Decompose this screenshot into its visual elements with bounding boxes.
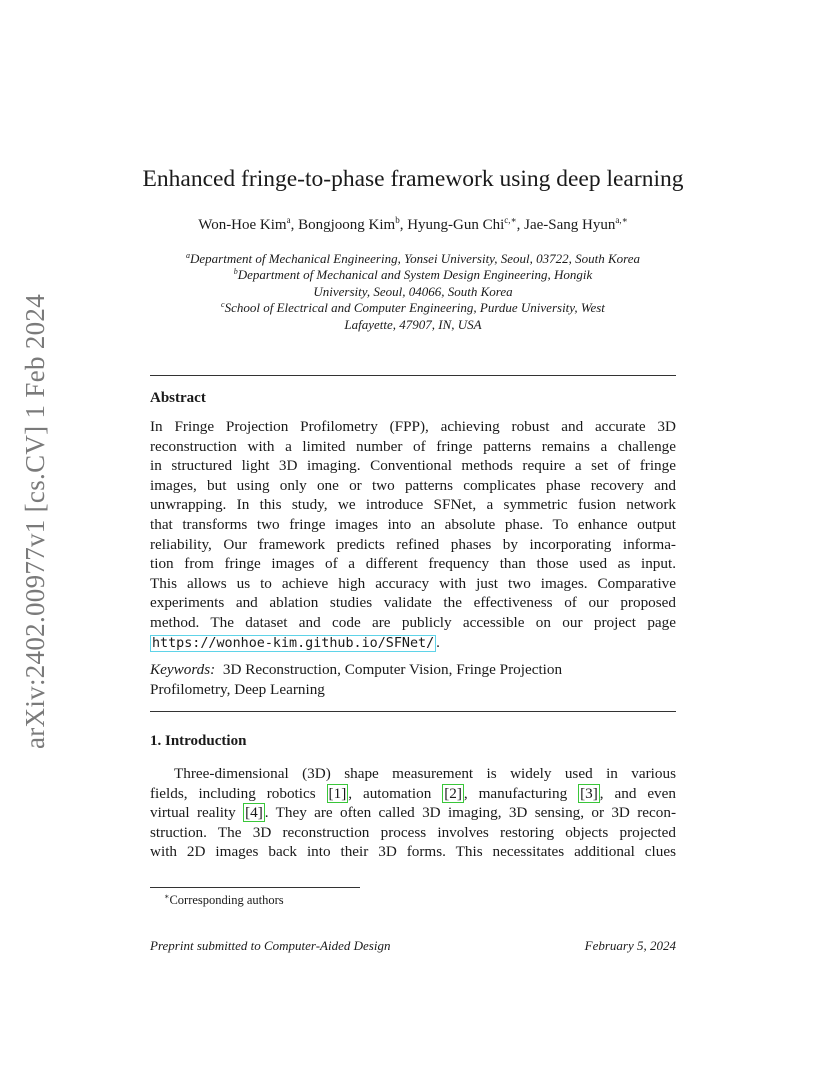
intro-line: struction. The 3D reconstruction process involves restoring objects projected <box>150 823 676 841</box>
author-sup: a,∗ <box>615 215 628 225</box>
author-name: Hyung-Gun Chi <box>407 217 505 233</box>
project-page-link[interactable]: https://wonhoe-kim.github.io/SFNet/ <box>152 635 435 651</box>
affiliation-a: $^a$Department of Mechanical Engineering, Yonsei University, Seoul, 03722, South Korea <box>185 251 640 266</box>
abstract-line: that transforms two fringe images into an absolute phase. To enhance output <box>150 515 676 533</box>
arxiv-identifier-text: arXiv:2402.00977v1 [cs.CV] 1 Feb 2024 <box>20 293 51 749</box>
section-heading-introduction: 1. Introduction <box>150 733 247 749</box>
citation-link[interactable]: [3] <box>580 784 598 802</box>
abstract-line: reconstruction with a limited number of fringe patterns remains a challenge <box>150 437 676 455</box>
author-list: Won-Hoe Kim$^a$, Bongjoong Kim$^b$, Hyung-Gun Chi$^{c,∗}$, Jae-Sang Hyun$^{a,∗}$ <box>198 215 628 233</box>
author-sup: b <box>395 215 400 225</box>
arxiv-identifier <box>14 290 58 752</box>
abstract-line: reliability, Our framework predicts refined phases by incorporating informa- <box>150 535 676 553</box>
citation-link[interactable]: [1] <box>328 784 347 802</box>
author-sup: c,∗ <box>504 215 517 225</box>
abstract-body <box>150 417 676 653</box>
abstract-line: in structured light 3D imaging. Conventional methods require a set of fringe <box>150 457 676 475</box>
paper-title: Enhanced fringe-to-phase framework using deep learning <box>142 166 684 192</box>
abstract-line: method. The dataset and code are publicly accessible on our project page <box>150 613 676 631</box>
abstract-line: unwrapping. In this study, we introduce SFNet, a symmetric fusion network <box>150 496 676 514</box>
abstract-top-rule <box>150 375 676 376</box>
affiliation-c: $^c$School of Electrical and Computer Engineering, Purdue University, West Lafayette, 47907, IN, USA <box>221 300 605 332</box>
intro-line: Three-dimensional (3D) shape measurement is widely used in various <box>174 765 676 782</box>
intro-line: virtual reality [4] . They are often called 3D imaging, 3D sensing, or 3D recon- <box>150 804 676 822</box>
preprint-notice: Preprint submitted to Computer-Aided Design <box>150 938 391 953</box>
footnote-rule <box>150 887 360 888</box>
author-name: Bongjoong Kim <box>298 217 396 233</box>
keywords-line: 3D Reconstruction, Computer Vision, Fringe Projection <box>222 661 563 678</box>
citation-link[interactable]: [4] <box>245 804 263 822</box>
affiliation-b: $^b$Department of Mechanical and System Design Engineering, Hongik University, Seoul, 04066, South Korea <box>233 267 593 299</box>
introduction-body <box>150 764 676 862</box>
intro-line: with 2D images back into their 3D forms. This necessitates additional clues <box>150 843 676 861</box>
keywords-label: Keywords: <box>150 661 216 678</box>
abstract-line: images, but using only one or two patterns complicates phase recovery and <box>150 476 676 494</box>
citation-link[interactable]: [2] <box>444 784 462 802</box>
intro-line: fields, including robotics [1] , automation [2] , manufacturing [3] , and even <box>150 784 676 802</box>
author-name: Jae-Sang Hyun <box>524 217 616 233</box>
abstract-url-line: https://wonhoe-kim.github.io/SFNet/ . <box>152 633 440 651</box>
keywords <box>150 660 676 699</box>
submission-date: February 5, 2024 <box>584 938 676 953</box>
abstract-heading: Abstract <box>150 390 206 406</box>
author-name: Won-Hoe Kim <box>198 217 287 233</box>
keywords-line: Profilometry, Deep Learning <box>150 680 325 698</box>
abstract-line: In Fringe Projection Profilometry (FPP), achieving robust and accurate 3D <box>150 418 676 435</box>
keywords-bottom-rule <box>150 711 676 712</box>
abstract-line: This allows us to achieve high accuracy with just two images. Comparative <box>150 574 676 592</box>
footnote: ∗Corresponding authors <box>164 892 284 907</box>
abstract-line: tion from fringe images of a different frequency than those used as input. <box>150 555 676 573</box>
abstract-line: experiments and ablation studies validate the effectiveness of our proposed <box>150 594 676 612</box>
author-sup: a <box>286 215 291 225</box>
